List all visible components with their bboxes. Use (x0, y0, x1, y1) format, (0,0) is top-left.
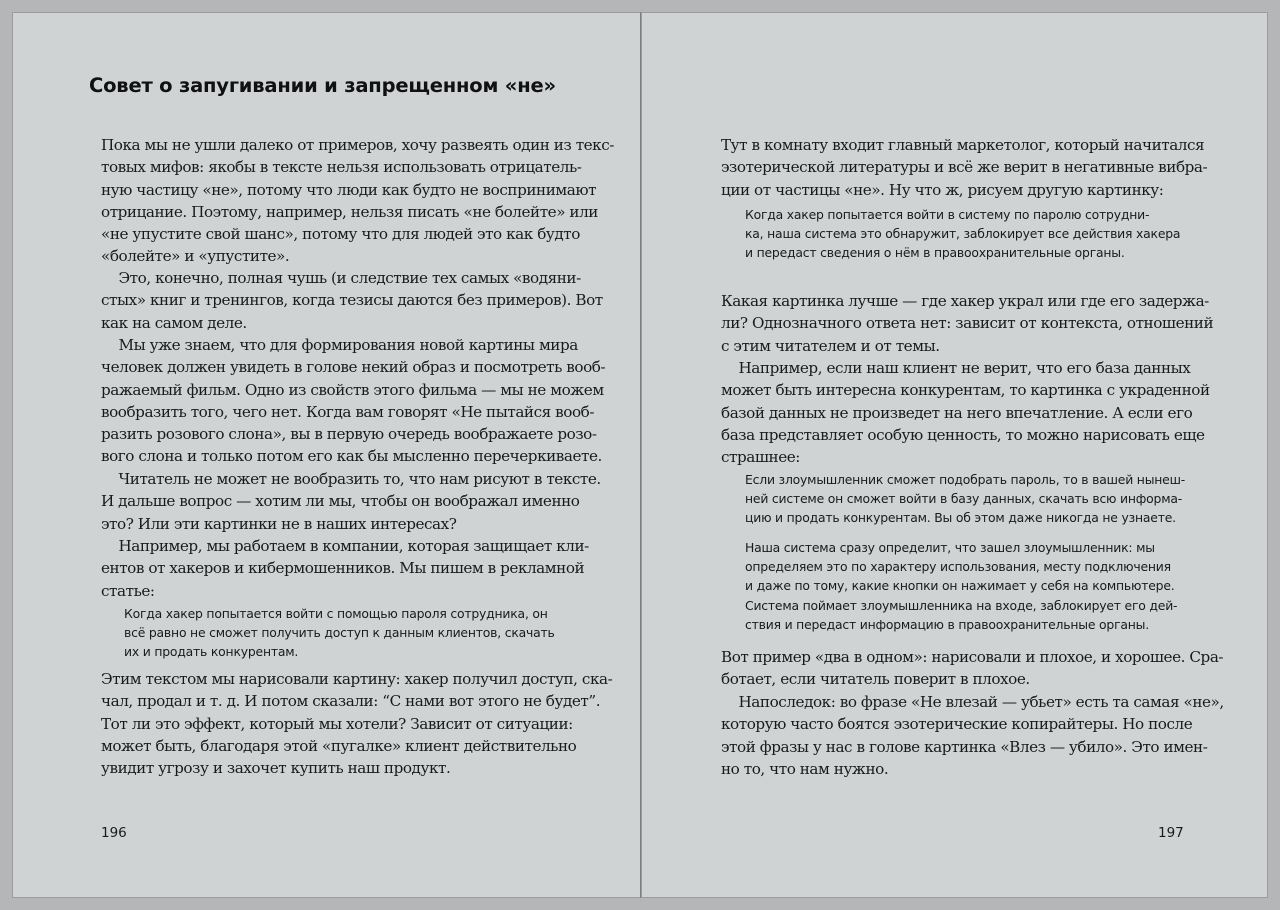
left-quote-1: Когда хакер попытается войти с помощью пароля сотрудника, он всё равно не сможет получить доступ к данным клиентов, скачать их и продать конкурентам. (124, 606, 555, 660)
right-paragraph-3: Например, если наш клиент не верит, что его база данных может быть интересна конкурентам, то картинка с украденной базой данных не произведет на него впечатление. А если его база представляет особую ценность, то можно нарисовать еще страшнее: (721, 359, 1210, 467)
book-spine (640, 12, 641, 898)
right-quote-1: Когда хакер попытается войти в систему по паролю сотрудни- ка, наша система это обнаружит, заблокирует все действия хакера и передаст сведения о нём в правоохранительные органы. (745, 207, 1181, 261)
left-paragraph-4: Читатель не может не вообразить то, что нам рисуют в тексте. И дальше вопрос — хотим ли мы, чтобы он воображал именно это? Или эти картинки не в наших интересах? (101, 470, 601, 533)
right-paragraph-5: Напоследок: во фразе «Не влезай — убьет» есть та самая «не», которую часто боятся эзотерические копирайтеры. Но после этой фразы у нас в голове картинка «Влез — убило». Это имен- но то, что нам нужно. (721, 693, 1224, 778)
left-paragraph-5: Например, мы работаем в компании, которая защищает кли- ентов от хакеров и кибермошенников. Мы пишем в рекламной статье: (101, 537, 589, 600)
page-number-left: 196 (101, 825, 127, 841)
right-quote-3: Наша система сразу определит, что зашел злоумышленник: мы определяем это по характеру использования, месту подключения и даже по тому, какие кнопки он нажимает у себя на компьютере. Система поймает злоумышленника на входе, заблокирует его дей- ствия и передаст информацию в правоохранительные органы. (745, 540, 1178, 632)
section-heading: Совет о запугивании и запрещенном «не» (89, 74, 556, 97)
right-paragraph-1: Тут в комнату входит главный маркетолог, который начитался эзотерической литературы и всё же верит в негативные вибра- ции от частицы «не». Ну что ж, рисуем другую картинку: (721, 136, 1208, 199)
left-paragraph-1: Пока мы не ушли далеко от примеров, хочу развеять один из текс- товых мифов: якобы в тексте нельзя использовать отрицатель- ную частицу «не», потому что люди как будто не воспринимают отрицание. Поэтому, например, нельзя писать «не болейте» или «не упустите свой шанс», потому что для людей это как будто «болейте» и «упустите». (101, 136, 614, 266)
left-paragraph-2: Это, конечно, полная чушь (и следствие тех самых «водяни- стых» книг и тренингов, когда тезисы даются без примеров). Вот как на самом деле. (101, 269, 603, 332)
right-paragraph-4: Вот пример «два в одном»: нарисовали и плохое, и хорошее. Сра- ботает, если читатель поверит в плохое. (721, 648, 1224, 689)
left-paragraph-6: Этим текстом мы нарисовали картину: хакер получил доступ, ска- чал, продал и т. д. И потом сказали: “С нами вот этого не будет”. Тот ли это эффект, который мы хотели? Зависит от ситуации: может быть, благодаря этой «пугалке» клиент действительно увидит угрозу и захочет купить наш продукт. (101, 670, 613, 778)
page-number-right: 197 (1158, 825, 1184, 841)
right-paragraph-2: Какая картинка лучше — где хакер украл или где его задержа- ли? Однозначного ответа нет: зависит от контекста, отношений с этим читателем и от темы. (721, 292, 1214, 355)
left-paragraph-3: Мы уже знаем, что для формирования новой картины мира человек должен увидеть в голове некий образ и посмотреть вооб- ражаемый фильм. Одно из свойств этого фильма — мы не можем вообразить того, чего нет. Когда вам говорят «Не пытайся вооб- разить розового слона», вы в первую очередь воображаете розо- вого слона и только потом его как бы мысленно перечеркиваете. (101, 336, 606, 466)
right-quote-2: Если злоумышленник сможет подобрать пароль, то в вашей нынеш- ней системе он сможет войти в базу данных, скачать всю информа- цию и продать конкурентам. Вы об этом даже никогда не узнаете. (745, 472, 1186, 526)
